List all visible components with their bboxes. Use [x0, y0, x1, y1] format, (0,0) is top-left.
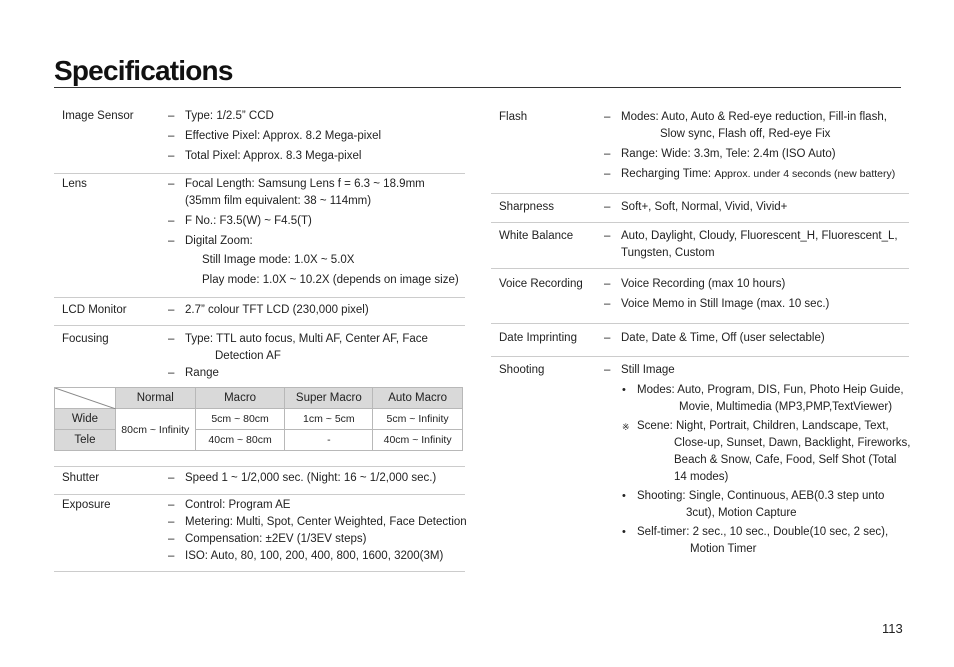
row-header-wide: Wide: [55, 409, 116, 430]
table-cell: 5cm ~ Infinity: [373, 409, 463, 430]
spec-row-white-balance: [491, 223, 909, 269]
table-header: Normal: [115, 388, 195, 409]
spec-item: – Voice Memo in Still Image (max. 10 sec.): [604, 298, 830, 310]
spec-item: – Date, Date & Time, Off (user selectable): [604, 332, 825, 344]
spec-item: – Range: [168, 367, 219, 379]
title-divider: [54, 87, 901, 88]
spec-row-voice-recording: [491, 269, 909, 324]
table-header-row: [55, 388, 463, 409]
spec-subitem: Still Image mode: 1.0X ~ 5.0X: [202, 254, 355, 266]
bullet-item-self-timer: • Self-timer: 2 sec., 10 sec., Double(10 sec, 2 sec), Motion Timer: [622, 526, 889, 555]
table-cell: 40cm ~ 80cm: [195, 430, 285, 451]
table-corner-cell: [55, 388, 116, 409]
note-item-scene: ※ Scene: Night, Portrait, Children, Landscape, Text, Close-up, Sunset, Dawn, Backlight, Fireworks, Beach & Snow, Cafe, Food, Self Shot (Total 14 modes): [622, 420, 911, 483]
spec-row-flash: [491, 100, 909, 194]
spec-row-date-imprinting: [491, 324, 909, 357]
page-number: 113: [882, 621, 903, 636]
spec-item: – 2.7” colour TFT LCD (230,000 pixel): [168, 304, 369, 316]
spec-row-exposure: [54, 495, 465, 572]
spec-row-lens: [54, 174, 465, 298]
table-cell: 5cm ~ 80cm: [195, 409, 285, 430]
spec-row-image-sensor: [54, 100, 465, 174]
spec-label: Sharpness: [499, 201, 554, 213]
table-row: [55, 409, 463, 430]
spec-item: – Auto, Daylight, Cloudy, Fluorescent_H, Fluorescent_L, Tungsten, Custom: [604, 230, 898, 259]
spec-label: White Balance: [499, 230, 574, 242]
spec-item: – Compensation: ±2EV (1/3EV steps): [168, 533, 367, 545]
spec-label: Shooting: [499, 364, 545, 376]
spec-item: – Recharging Time: Approx. under 4 seconds (new battery): [604, 168, 896, 180]
spec-row-focusing: [54, 326, 465, 386]
left-spec-column: [54, 100, 465, 386]
spec-row-shooting: [491, 357, 909, 567]
spec-item: – Soft+, Soft, Normal, Vivid, Vivid+: [604, 201, 788, 213]
spec-label: Lens: [62, 178, 87, 190]
page-title: Specifications: [54, 55, 233, 86]
spec-label: Shutter: [62, 472, 100, 484]
spec-item: – Speed 1 ~ 1/2,000 sec. (Night: 16 ~ 1/2,000 sec.): [168, 472, 437, 484]
focus-range-table: [54, 387, 463, 451]
table-header: Auto Macro: [373, 388, 463, 409]
spec-label: Focusing: [62, 333, 109, 345]
spec-item: – Voice Recording (max 10 hours): [604, 278, 786, 290]
spec-item: – Effective Pixel: Approx. 8.2 Mega-pixel: [168, 130, 382, 142]
table-cell: 80cm ~ Infinity: [115, 409, 195, 451]
table-cell: 1cm ~ 5cm: [285, 409, 373, 430]
bullet-item-modes: • Modes: Auto, Program, DIS, Fun, Photo Heip Guide, Movie, Multimedia (MP3,PMP,TextViewer): [622, 384, 904, 413]
spec-subitem: Play mode: 1.0X ~ 10.2X (depends on image size): [202, 274, 459, 286]
spec-item: – Digital Zoom:: [168, 235, 253, 247]
bullet-item-shooting: • Shooting: Single, Continuous, AEB(0.3 step unto 3cut), Motion Capture: [622, 490, 885, 519]
diagonal-divider: [55, 388, 116, 409]
table-header: Macro: [195, 388, 285, 409]
right-spec-column: [491, 100, 909, 567]
spec-item: – Focal Length: Samsung Lens f = 6.3 ~ 18.9mm (35mm film equivalent: 38 ~ 114mm): [168, 178, 425, 207]
spec-row-lcd: [54, 298, 465, 326]
spec-row-sharpness: [491, 194, 909, 223]
spec-label: Flash: [499, 111, 528, 123]
table-cell: -: [285, 430, 373, 451]
spec-item: – F No.: F3.5(W) ~ F4.5(T): [168, 215, 312, 227]
table-header: Super Macro: [285, 388, 373, 409]
spec-item: – Modes: Auto, Auto & Red-eye reduction, Fill-in flash, Slow sync, Flash off, Red-eye Fix: [604, 111, 887, 140]
spec-label: LCD Monitor: [62, 304, 127, 316]
spec-label: Exposure: [62, 499, 111, 511]
spec-label: Date Imprinting: [499, 332, 577, 344]
table-cell: 40cm ~ Infinity: [373, 430, 463, 451]
spec-label: Image Sensor: [62, 110, 134, 122]
spec-item: – Control: Program AE: [168, 499, 291, 511]
spec-item: – Metering: Multi, Spot, Center Weighted, Face Detection: [168, 516, 467, 528]
spec-item: – Still Image: [604, 364, 675, 376]
spec-item: – Total Pixel: Approx. 8.3 Mega-pixel: [168, 150, 362, 162]
spec-item: – ISO: Auto, 80, 100, 200, 400, 800, 1600, 3200(3M): [168, 550, 444, 562]
left-spec-column-lower: [54, 466, 465, 572]
row-header-tele: Tele: [55, 430, 116, 451]
spec-item: – Type: TTL auto focus, Multi AF, Center AF, Face Detection AF: [168, 333, 428, 362]
spec-item: – Range: Wide: 3.3m, Tele: 2.4m (ISO Auto): [604, 148, 836, 160]
spec-label: Voice Recording: [499, 278, 583, 290]
spec-item: – Type: 1/2.5” CCD: [168, 110, 274, 122]
spec-row-shutter: [54, 466, 465, 495]
